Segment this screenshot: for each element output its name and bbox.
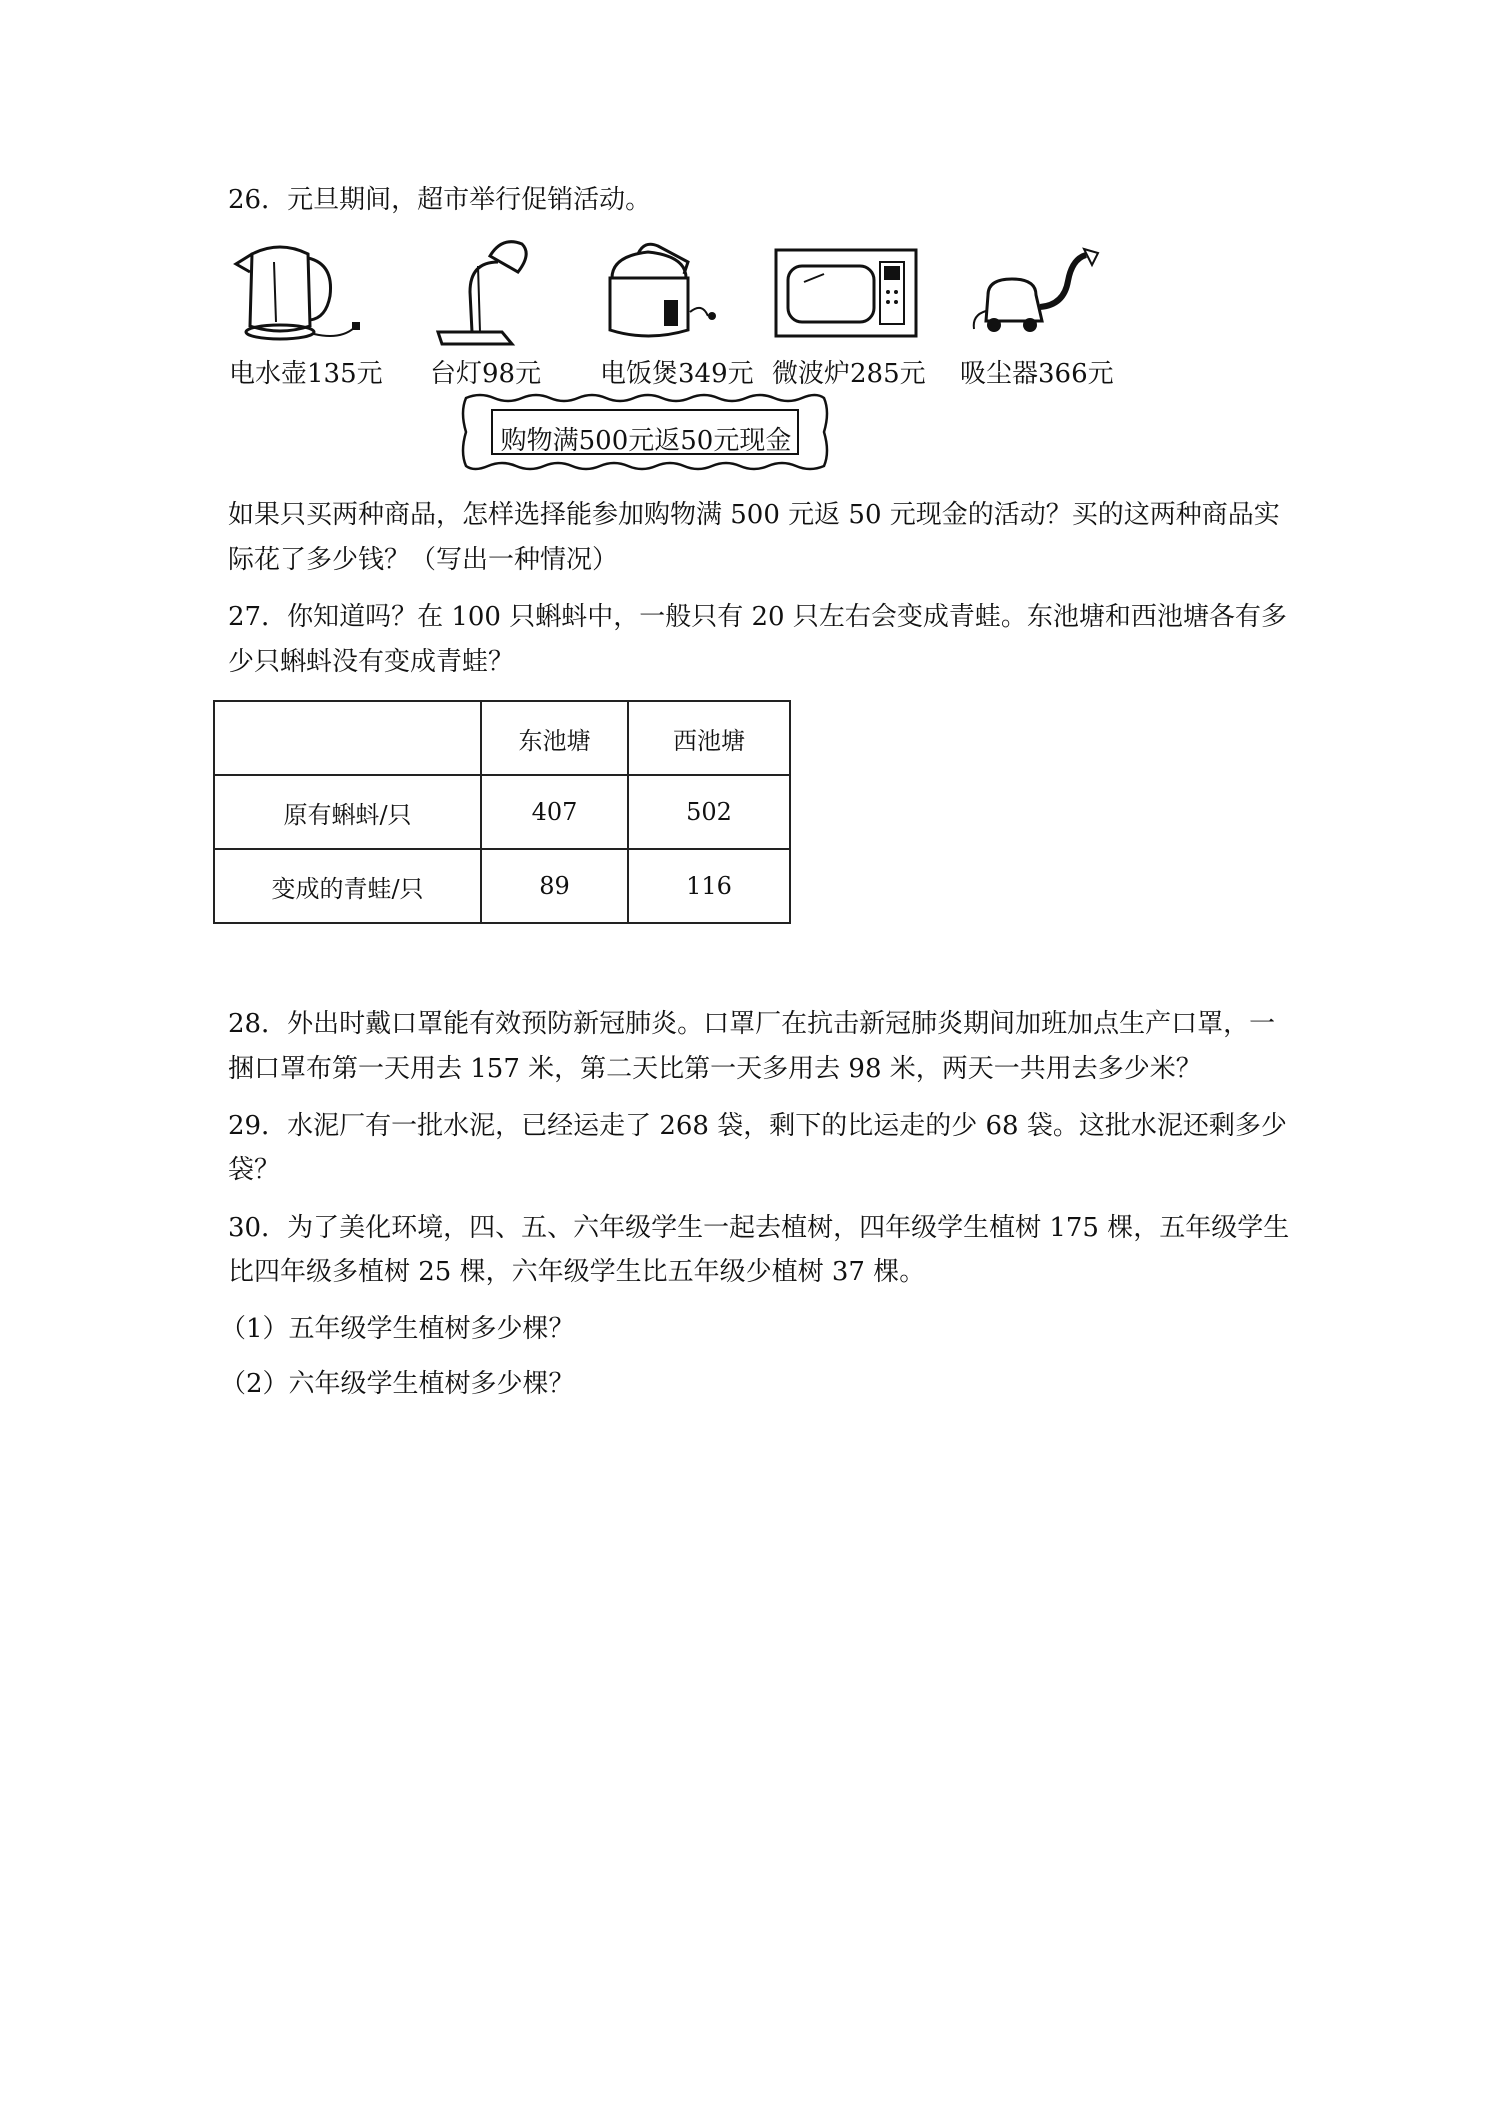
q30-sub-question-2: （2）六年级学生植树多少棵？ [220,1369,575,1399]
kettle-icon [230,236,370,346]
vacuum-cleaner-icon [964,245,1114,345]
desk-lamp-icon [430,232,540,348]
table-header-cell: 东池塘 [481,701,628,775]
q30-line1: 30．为了美化环境，四、五、六年级学生一起去植树，四年级学生植树 175 棵，五年级学生 [228,1213,1290,1243]
item-label-microwave: 微波炉285元 [772,359,926,389]
table-header-cell [214,701,481,775]
item-label-kettle: 电水壶135元 [229,359,383,389]
tadpole-table [213,700,791,924]
q30-line2: 比四年级多植树 25 棵，六年级学生比五年级少植树 37 棵。 [228,1257,926,1287]
q27-line1: 27．你知道吗？在 100 只蝌蚪中，一般只有 20 只左右会变成青蛙。东池塘和西池塘各有多 [228,602,1287,632]
table-header-cell: 西池塘 [628,701,790,775]
q27-line2: 少只蝌蚪没有变成青蛙？ [228,647,515,677]
table-header-row [214,701,790,775]
table-row [214,775,790,849]
q30-sub-question-1: （1）五年级学生植树多少棵？ [220,1314,575,1344]
item-label-vacuum: 吸尘器366元 [960,359,1114,389]
item-label-rice-cooker: 电饭煲349元 [600,359,754,389]
q26-question-line1: 如果只买两种商品，怎样选择能参加购物满 500 元返 50 元现金的活动？买的这两种商品实 [228,500,1280,530]
promotion-banner-text: 购物满500元返50元现金 [500,426,792,456]
q26-intro: 26．元旦期间，超市举行促销活动。 [228,185,652,215]
table-row [214,849,790,923]
q29-line1: 29．水泥厂有一批水泥，已经运走了 268 袋，剩下的比运走的少 68 袋。这批水泥还剩多少 [228,1111,1287,1141]
q28-line2: 捆口罩布第一天用去 157 米，第二天比第一天多用去 98 米，两天一共用去多少米？ [228,1054,1202,1084]
table-cell: 116 [628,849,790,923]
microwave-icon [774,248,920,346]
rice-cooker-icon [598,238,738,348]
table-cell: 89 [481,849,628,923]
table-row-label: 原有蝌蚪/只 [214,775,481,849]
q29-line2: 袋？ [228,1155,281,1185]
table-row-label: 变成的青蛙/只 [214,849,481,923]
item-label-lamp: 台灯98元 [430,359,542,389]
q26-question-line2: 际花了多少钱？（写出一种情况） [228,545,619,575]
q28-line1: 28．外出时戴口罩能有效预防新冠肺炎。口罩厂在抗击新冠肺炎期间加班加点生产口罩，一 [228,1009,1276,1039]
table-cell: 502 [628,775,790,849]
table-cell: 407 [481,775,628,849]
